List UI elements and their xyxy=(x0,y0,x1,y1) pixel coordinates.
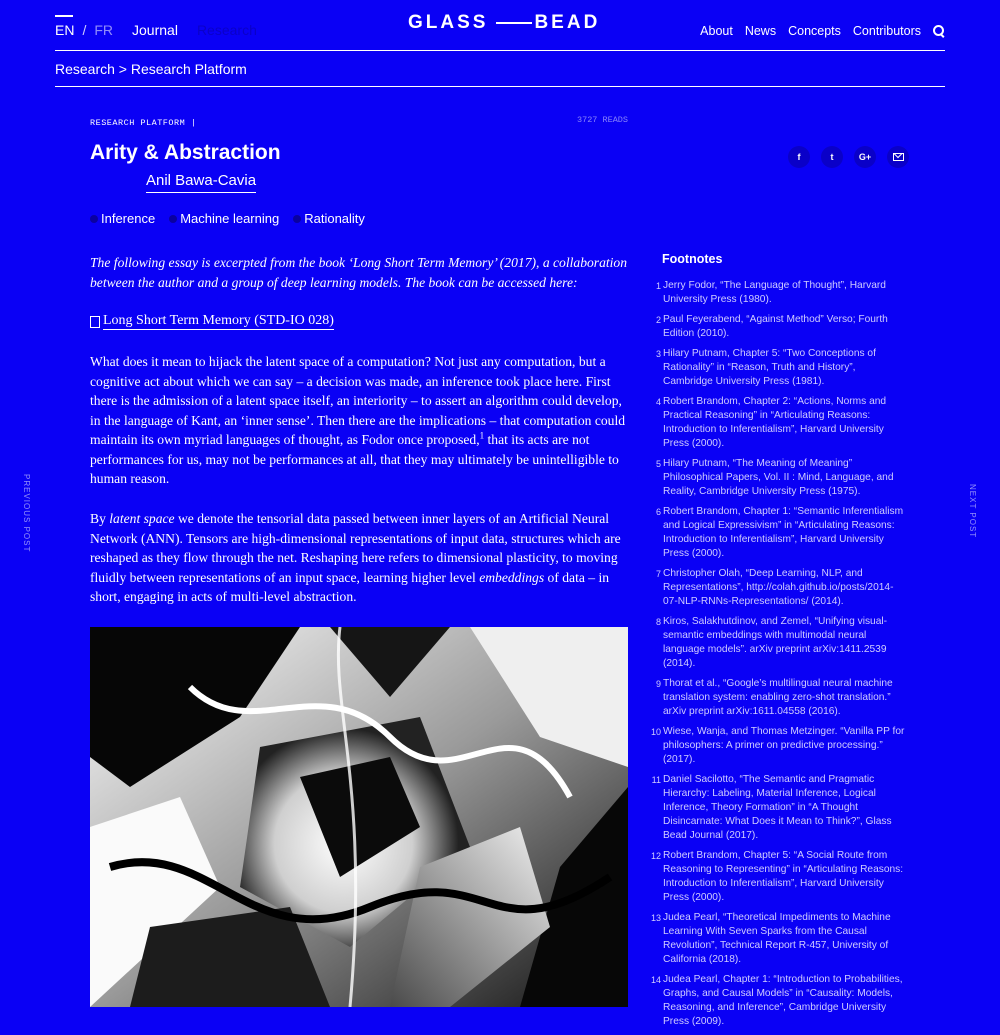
tag-label: Inference xyxy=(101,211,156,226)
email-share-button[interactable] xyxy=(887,146,909,168)
footnote-number: 2 xyxy=(655,315,661,325)
footnote-number: 10 xyxy=(650,727,661,737)
article-intro: The following essay is excerpted from the book ‘Long Short Term Memory’ (2017), a collaboration between the author and a group of deep learning models. The book can be accessed here: xyxy=(90,255,628,290)
footnote-ref-1[interactable]: 1 xyxy=(479,430,485,441)
site-logo[interactable] xyxy=(408,12,600,34)
paragraph-text: that its acts are not performances for us, may not be performances at all, that they may ultimately be unintelligible to human reason. xyxy=(90,432,619,486)
footnote-text: Jerry Fodor, “The Language of Thought”, Harvard University Press (1980). xyxy=(663,280,886,305)
footnote-item xyxy=(648,911,906,967)
tag-list xyxy=(90,211,365,226)
footnote-number: 9 xyxy=(655,679,661,689)
tag-label: Rationality xyxy=(304,211,365,226)
footnote-item xyxy=(648,773,906,843)
footnote-item xyxy=(648,313,906,341)
footnote-number: 6 xyxy=(655,507,661,517)
gplus-share-button[interactable] xyxy=(854,146,876,168)
lang-en-link[interactable]: EN xyxy=(55,22,75,38)
lang-active-indicator xyxy=(55,15,73,17)
emphasis-text: latent space xyxy=(109,511,175,526)
footnote-item xyxy=(648,395,906,451)
footnote-number: 4 xyxy=(655,397,661,407)
footnote-number: 13 xyxy=(650,913,661,923)
paragraph-text: By xyxy=(90,511,110,526)
logo-text-right: BEAD xyxy=(534,12,601,33)
footnote-item xyxy=(648,347,906,389)
footnote-item xyxy=(648,973,906,1029)
footnote-number: 14 xyxy=(650,975,661,985)
facebook-icon: f xyxy=(797,152,801,162)
logo-divider xyxy=(496,22,532,24)
footnote-number: 5 xyxy=(655,459,661,469)
tag-label: Machine learning xyxy=(180,211,280,226)
nav-about-link[interactable]: About xyxy=(700,24,733,38)
footnote-number: 8 xyxy=(655,617,661,627)
footnote-text: Robert Brandom, Chapter 5: “A Social Route from Reasoning to Representing” in “Articulating Reasons: Introduction to Inferentialism”, Harvard University Press (2000). xyxy=(663,850,904,903)
footnote-item xyxy=(648,725,906,767)
article-image xyxy=(90,627,628,1007)
mail-icon xyxy=(893,153,904,161)
paragraph-text: of data – in short, engaging in acts of multi-level abstraction. xyxy=(90,569,610,604)
nav-journal-link[interactable]: Journal xyxy=(132,22,178,38)
search-icon[interactable] xyxy=(933,25,945,37)
footnote-text: Daniel Sacilotto, “The Semantic and Pragmatic Hierarchy: Labeling, Material Inference, Logical Inference, Theory Formation” in “A Thought Disincarnate: What Does it Mean to Think?”, Glass Bead Journal (2017). xyxy=(663,774,892,841)
previous-post-link[interactable]: PREVIOUS POST xyxy=(22,474,31,553)
footnote-text: Thorat et al., “Google’s multilingual neural machine translation system: enabling zero-shot translation.” arXiv preprint arXiv:1611.04558 (2016). xyxy=(663,678,893,717)
paragraph-text: What does it mean to hijack the latent space of a computation? Not just any computation, but a cognitive act about which we can say – a decision was made, an inference took place here. First there is the admission of a latent space itself, an interiority – to assert an algorithm could develop, in the language of Kant, an ‘inner sense’. Then there are the implications – that computation could maintain its own myriad languages of thought, as Fodor once proposed, xyxy=(90,354,626,447)
next-post-link[interactable]: NEXT POST xyxy=(968,484,977,539)
footnote-number: 12 xyxy=(650,851,661,861)
lang-separator: / xyxy=(82,22,87,38)
tag-rationality[interactable] xyxy=(293,211,365,226)
footnote-text: Robert Brandom, Chapter 2: “Actions, Norms and Practical Reasoning” in “Articulating Reasons: Introduction to Inferentialism”, Harvard University Press (2000). xyxy=(663,396,887,449)
share-buttons xyxy=(788,146,909,168)
tag-dot-icon xyxy=(169,215,177,223)
footnote-item xyxy=(648,849,906,905)
footnote-number: 1 xyxy=(655,281,661,291)
article-paragraph xyxy=(90,352,630,489)
article-paragraph xyxy=(90,509,630,607)
author-link[interactable]: Anil Bawa-Cavia xyxy=(146,172,256,193)
footnote-item xyxy=(648,505,906,561)
footnote-text: Judea Pearl, Chapter 1: “Introduction to Probabilities, Graphs, and Causal Models” in “Causality: Models, Reasoning, and Inference”, Cambridge University Press (2009). xyxy=(663,974,903,1027)
footnote-item xyxy=(648,567,906,609)
tag-dot-icon xyxy=(90,215,98,223)
footnotes-list xyxy=(648,279,906,1035)
footnote-text: Paul Feyerabend, “Against Method” Verso; Fourth Edition (2010). xyxy=(663,314,888,339)
footnote-text: Robert Brandom, Chapter 1: “Semantic Inferentialism and Logical Expressivism” in “Articulating Reasons: Introduction to Inferentialism”, Harvard University Press (2000). xyxy=(663,506,904,559)
emphasis-text: embeddings xyxy=(479,569,545,585)
footnote-text: Judea Pearl, “Theoretical Impediments to Machine Learning With Seven Sparks from the Causal Revolution”, Technical Report R-457, University of California (2018). xyxy=(663,912,891,965)
footnote-number: 7 xyxy=(655,569,661,579)
twitter-share-button[interactable] xyxy=(821,146,843,168)
footnote-text: Hilary Putnam, “The Meaning of Meaning” Philosophical Papers, Vol. II : Mind, Language, and Reality, Cambridge University Press (1975). xyxy=(663,458,894,497)
article-title: Arity & Abstraction xyxy=(90,141,281,164)
pdf-download-link[interactable] xyxy=(90,313,334,330)
site-header xyxy=(55,0,945,51)
pdf-file-icon xyxy=(90,316,100,328)
nav-contributors-link[interactable]: Contributors xyxy=(852,24,921,38)
footnote-item xyxy=(648,677,906,719)
logo-text-left: GLASS xyxy=(408,12,489,33)
footnote-number: 11 xyxy=(651,775,661,785)
footnote-text: Christopher Olah, “Deep Learning, NLP, and Representations”, http://colah.github.io/posts/2014-07-NLP-RNNs-Representations/ (2014). xyxy=(663,568,894,607)
footnote-item xyxy=(648,457,906,499)
gplus-icon: G+ xyxy=(858,152,872,162)
nav-research-link[interactable]: Research xyxy=(196,22,257,38)
footnotes-heading: Footnotes xyxy=(662,252,723,266)
breadcrumb[interactable]: Research > Research Platform xyxy=(55,61,247,77)
footnote-text: Wiese, Wanja, and Thomas Metzinger. “Vanilla PP for philosophers: A primer on predictive processing.” (2017). xyxy=(663,726,905,765)
paragraph-text: we denote the tensorial data passed between inner layers of an Artificial Neural Network (ANN). Tensors are high-dimensional representations of input data, structures which are reshaped as they flow through the net. Reshaping here refers to dimensional plasticity, to moving fluidly between representations of an input space, learning higher level xyxy=(90,511,621,585)
tag-machine-learning[interactable] xyxy=(169,211,279,226)
article-category: RESEARCH PLATFORM | xyxy=(90,118,197,128)
nav-left xyxy=(55,22,257,38)
footnote-item xyxy=(648,615,906,671)
nav-news-link[interactable]: News xyxy=(744,24,777,38)
footnote-number: 3 xyxy=(655,349,661,359)
pdf-link-label: Long Short Term Memory (STD-IO 028) xyxy=(103,313,334,328)
footnote-text: Kiros, Salakhutdinov, and Zemel, “Unifying visual-semantic embeddings with multimodal neural language models”. arXiv preprint arXiv:1411.2539 (2014). xyxy=(663,616,888,669)
facebook-share-button[interactable] xyxy=(788,146,810,168)
footnote-item xyxy=(648,279,906,307)
twitter-icon: t xyxy=(830,152,834,162)
tag-inference[interactable] xyxy=(90,211,155,226)
nav-right xyxy=(700,24,945,38)
footnote-text: Hilary Putnam, Chapter 5: “Two Conceptions of Rationality” in “Reason, Truth and History”, Cambridge University Press (1981). xyxy=(663,348,876,387)
lang-fr-link[interactable]: FR xyxy=(94,22,114,38)
read-count: 3727 READS xyxy=(577,115,629,125)
nav-concepts-link[interactable]: Concepts xyxy=(788,24,841,38)
breadcrumb-bar xyxy=(55,50,945,87)
tag-dot-icon xyxy=(293,215,301,223)
